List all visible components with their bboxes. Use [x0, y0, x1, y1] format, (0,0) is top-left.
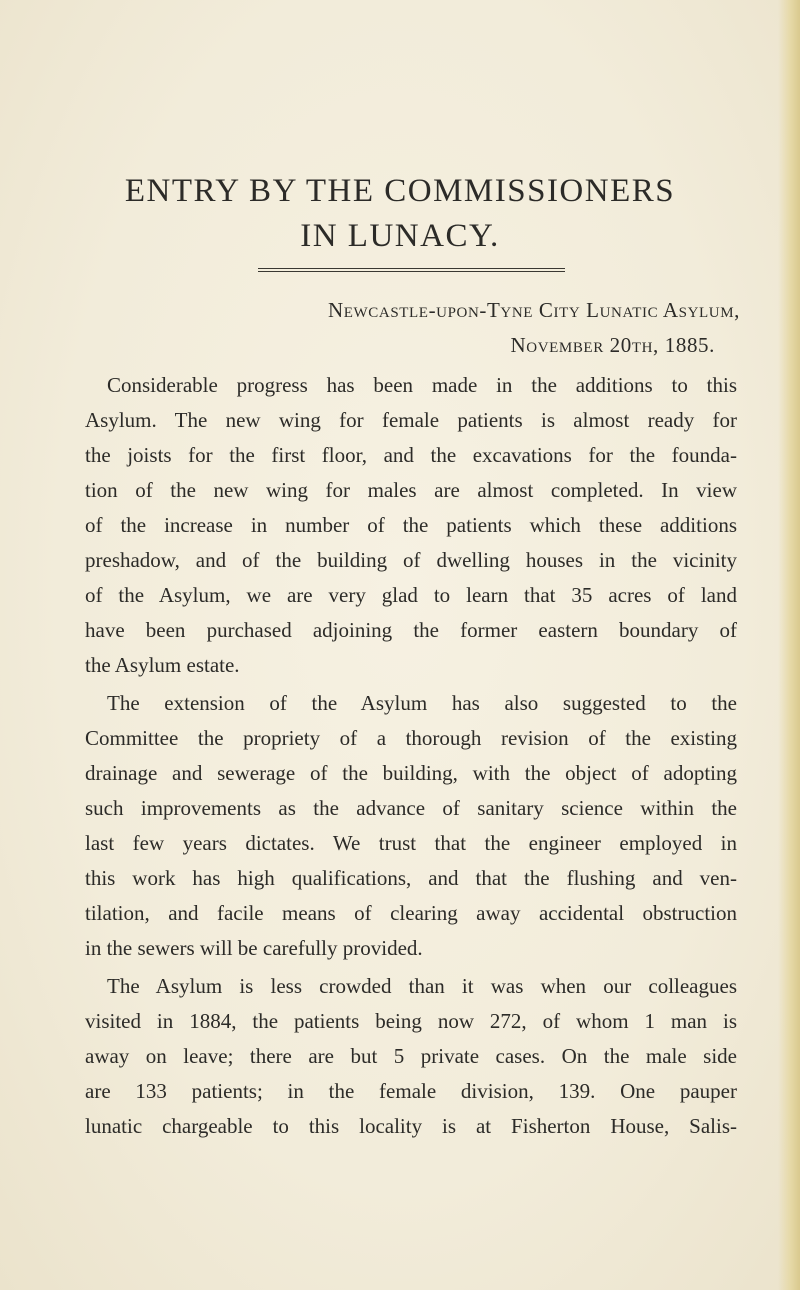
- heading-line-2: IN LUNACY.: [300, 218, 500, 254]
- text-line: tion of the new wing for males are almost completed. In view: [85, 478, 737, 502]
- text-line: preshadow, and of the building of dwelling houses in the vicinity: [85, 548, 737, 572]
- text-line: Considerable progress has been made in the additions to this: [107, 373, 737, 397]
- text-line: lunatic chargeable to this locality is at Fisherton House, Salis-: [85, 1114, 737, 1138]
- text-line: this work has high qualifications, and that the flushing and ven-: [85, 866, 737, 890]
- text-line: such improvements as the advance of sanitary science within the: [85, 796, 737, 820]
- heading-rule: [258, 268, 565, 269]
- text-line: have been purchased adjoining the former eastern boundary of: [85, 618, 737, 642]
- text-line: of the increase in number of the patients which these additions: [85, 513, 737, 537]
- text-line: Committee the propriety of a thorough revision of the existing: [85, 726, 737, 750]
- text-line: in the sewers will be carefully provided.: [85, 936, 423, 960]
- heading-line-1: ENTRY BY THE COMMISSIONERS: [124, 173, 676, 209]
- text-line: last few years dictates. We trust that the engineer employed in: [85, 831, 737, 855]
- page-edge-shadow: [778, 0, 800, 1290]
- text-line: are 133 patients; in the female division, 139. One pauper: [85, 1079, 737, 1103]
- text-line: drainage and sewerage of the building, with the object of adopting: [85, 761, 737, 785]
- text-line: The extension of the Asylum has also suggested to the: [107, 691, 737, 715]
- text-line: the joists for the first floor, and the excavations for the founda-: [85, 443, 737, 467]
- text-line: tilation, and facile means of clearing away accidental obstruction: [85, 901, 737, 925]
- text-line: away on leave; there are but 5 private cases. On the male side: [85, 1044, 737, 1068]
- dateline-place: Newcastle-upon-Tyne City Lunatic Asylum,: [328, 298, 740, 322]
- text-line: of the Asylum, we are very glad to learn that 35 acres of land: [85, 583, 737, 607]
- text-line: The Asylum is less crowded than it was when our colleagues: [107, 974, 737, 998]
- text-line: visited in 1884, the patients being now 272, of whom 1 man is: [85, 1009, 737, 1033]
- text-line: Asylum. The new wing for female patients is almost ready for: [85, 408, 737, 432]
- dateline-date: November 20th, 1885.: [510, 333, 715, 357]
- heading-rule-second: [258, 271, 565, 272]
- text-line: the Asylum estate.: [85, 653, 240, 677]
